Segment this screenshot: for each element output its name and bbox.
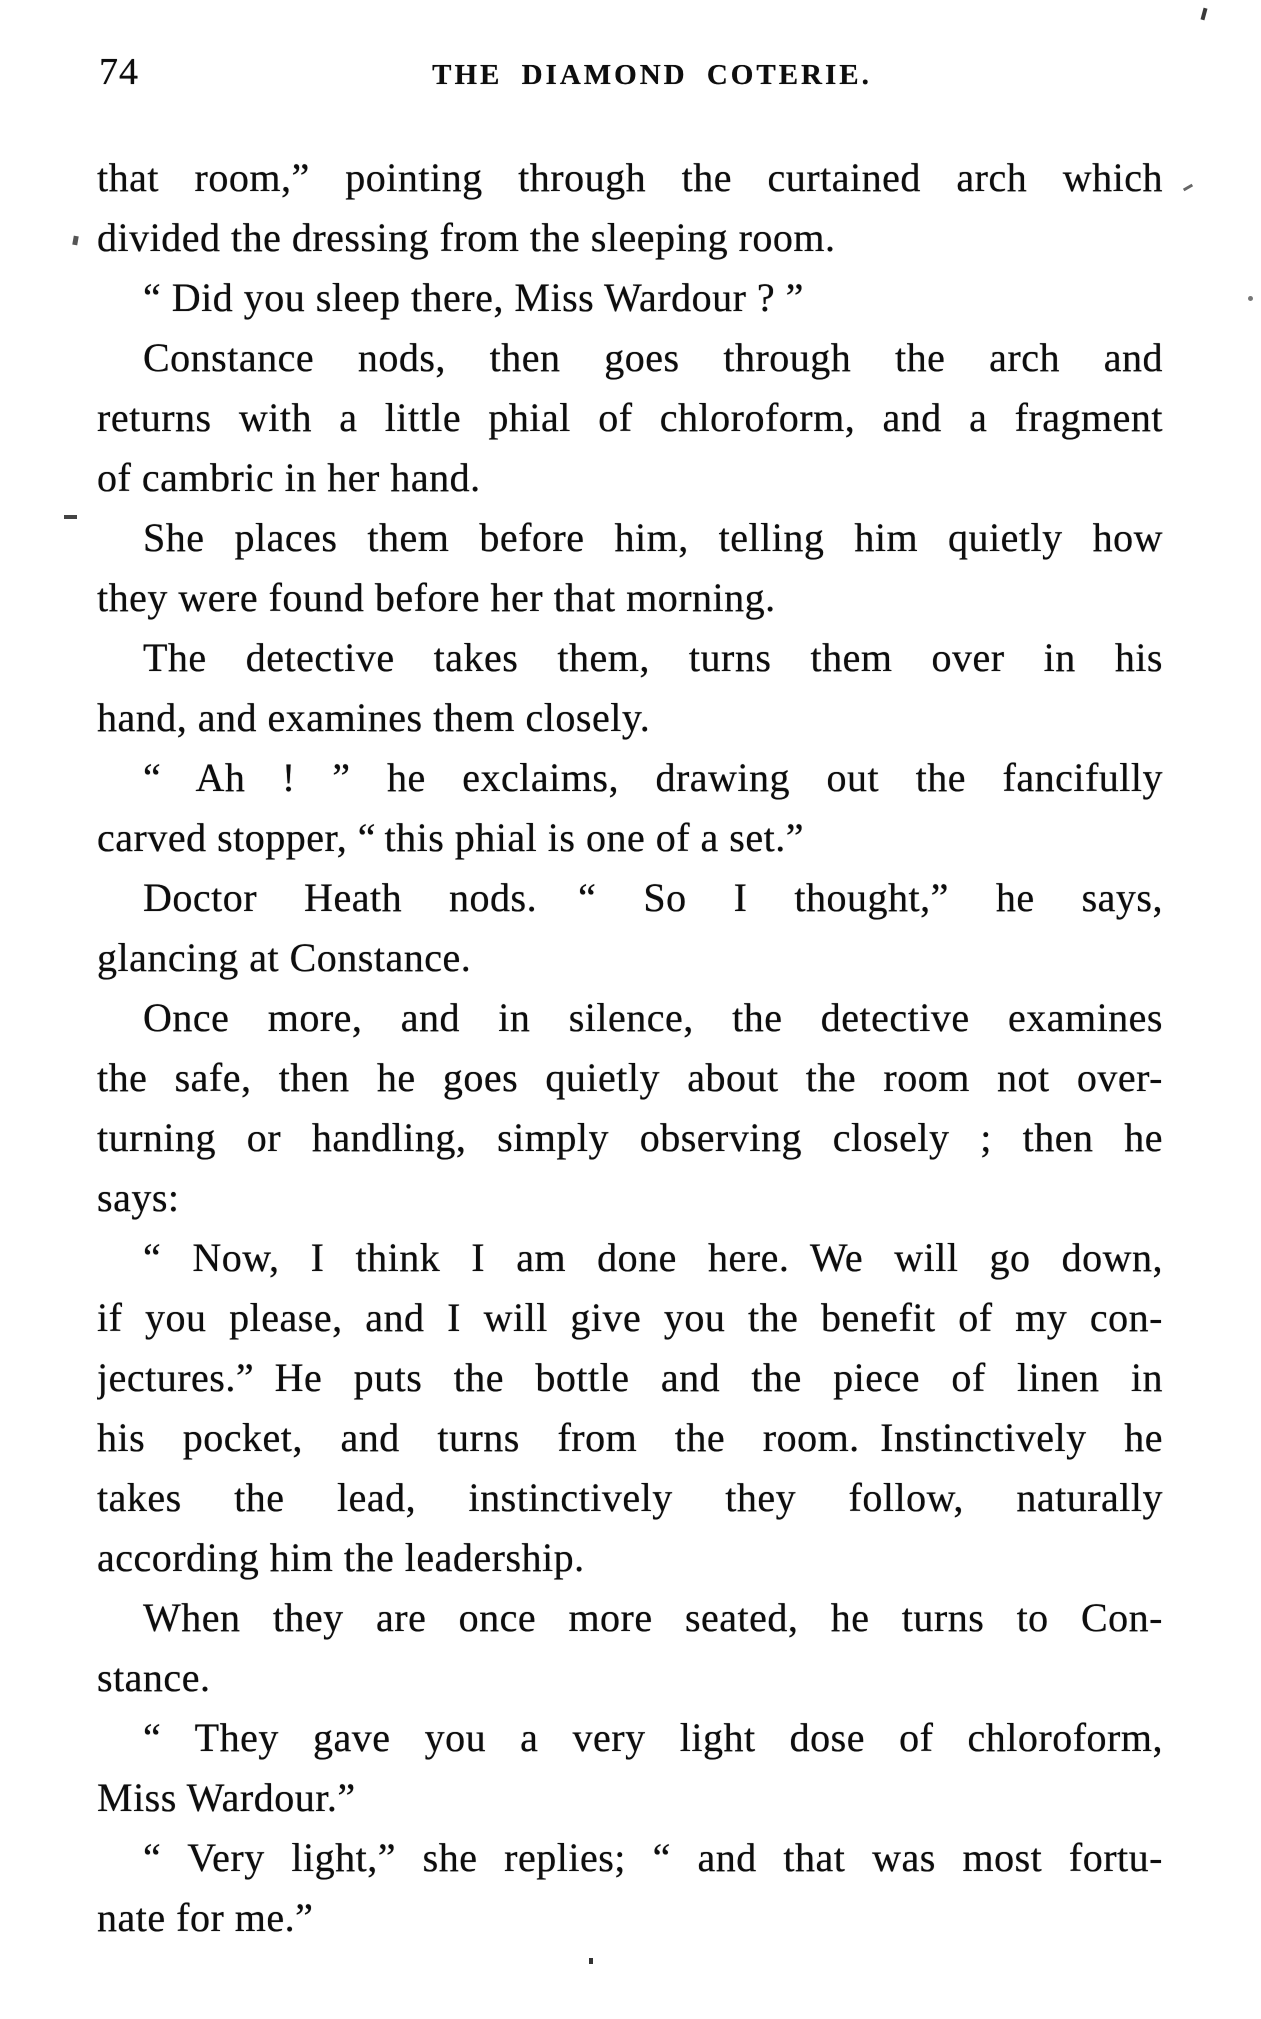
text-line: takes the lead, instinctively they follow, naturally <box>97 1475 1163 1520</box>
scan-speck <box>72 236 78 246</box>
text-line: She places them before him, telling him quietly how <box>143 515 1163 560</box>
text-line: “ Very light,” she replies; “ and that was most fortu- <box>143 1835 1163 1880</box>
page-body <box>97 148 1163 1948</box>
text-line: they were found before her that morning. <box>97 575 776 620</box>
text-line: according him the leadership. <box>97 1535 585 1580</box>
text-line: When they are once more seated, he turns to Con- <box>143 1595 1163 1640</box>
text-line: says: <box>97 1175 180 1220</box>
text-line: divided the dressing from the sleeping room. <box>97 215 836 260</box>
text-line: glancing at Constance. <box>97 935 472 980</box>
text-line: “ Now, I think I am done here. We will go down, <box>143 1235 1163 1280</box>
text-line: turning or handling, simply observing closely ; then he <box>97 1115 1163 1160</box>
text-line: hand, and examines them closely. <box>97 695 651 740</box>
text-line: that room,” pointing through the curtained arch which <box>97 155 1163 200</box>
text-line: Miss Wardour.” <box>97 1775 356 1820</box>
text-line: of cambric in her hand. <box>97 455 481 500</box>
text-line: if you please, and I will give you the benefit of my con- <box>97 1295 1163 1340</box>
text-line: “ Ah ! ” he exclaims, drawing out the fancifully <box>143 755 1163 800</box>
scan-speck <box>589 1958 593 1964</box>
scan-speck <box>1201 8 1208 21</box>
scan-speck <box>1183 184 1193 192</box>
scan-speck <box>1248 296 1253 301</box>
text-line: The detective takes them, turns them over in his <box>143 635 1163 680</box>
text-line: Once more, and in silence, the detective examines <box>143 995 1163 1040</box>
text-line: jectures.” He puts the bottle and the piece of linen in <box>97 1355 1163 1400</box>
text-line: stance. <box>97 1655 211 1700</box>
page-header <box>97 50 1163 96</box>
text-line: the safe, then he goes quietly about the room not over- <box>97 1055 1163 1100</box>
text-line: Constance nods, then goes through the arch and <box>143 335 1163 380</box>
text-line: carved stopper, “ this phial is one of a set.” <box>97 815 804 860</box>
text-line: nate for me.” <box>97 1895 314 1940</box>
text-line: his pocket, and turns from the room. Instinctively he <box>97 1415 1163 1460</box>
text-line: returns with a little phial of chloroform, and a fragment <box>97 395 1163 440</box>
text-line: Doctor Heath nods. “ So I thought,” he says, <box>143 875 1163 920</box>
page-number: 74 <box>99 51 139 93</box>
text-line: “ Did you sleep there, Miss Wardour ? ” <box>143 275 804 320</box>
text-line: “ They gave you a very light dose of chloroform, <box>143 1715 1163 1760</box>
scan-speck <box>64 515 77 519</box>
running-title: THE DIAMOND COTERIE. <box>432 59 872 91</box>
